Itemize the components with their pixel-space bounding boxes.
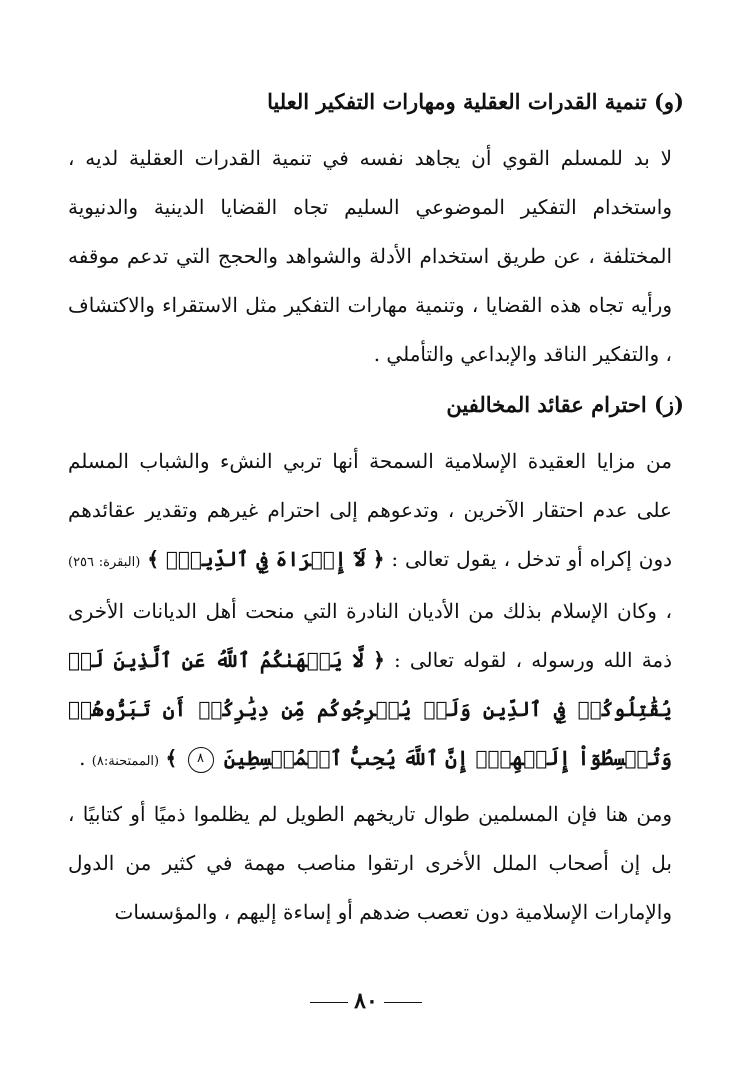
quran-bracket-open-2: ﴿ (373, 648, 385, 672)
page-content (68, 80, 684, 1000)
quran-bracket-close-2: ﴾ (165, 746, 178, 770)
page-number: ٨٠ (354, 988, 378, 1014)
page-footer (0, 988, 732, 1014)
section-heading-z: (ز) احترام عقائد المخالفين (446, 392, 684, 417)
ayah-number-marker: ٨ (188, 747, 214, 773)
sentence-period: . (79, 746, 86, 770)
quran-verse-mumtahanah: لَّا يَنۡهَىٰكُمُ ٱللَّهُ عَنِ ٱلَّذِينَ لَمۡ يُقَٰتِلُوكُمۡ فِي ٱلدِّينِ وَلَمۡ يُخۡرِجُوكُم مِّن دِيَٰرِكُمۡ أَن تَبَرُّوهُمۡ وَتُقۡسِطُوٓاْ إِلَيۡهِمۡۚ إِنَّ ٱللَّهَ يُحِبُّ ٱلۡمُقۡسِطِينَ (68, 648, 672, 770)
paragraph-thinking-skills: لا بد للمسلم القوي أن يجاهد نفسه في تنمية القدرات العقلية لديه ، واستخدام التفكير الموضوعي السليم تجاه القضايا الدينية والدنيوية المختلفة ، عن طريق استخدام الأدلة والشواهد والحجج التي تدعم موقفه ورأيه تجاه هذه القضايا ، وتنمية مهارات التفكير مثل الاستقراء والاكتشاف ، والتفكير الناقد والإبداعي والتأملي . (68, 146, 672, 366)
footer-rule-left (310, 1002, 348, 1003)
quran-bracket-close: ﴾ (147, 547, 159, 571)
paragraph-text-2: ، وكان الإسلام بذلك من الأديان النادرة التي منحت أهل الديانات الأخرى ذمة الله ورسوله ، لقوله تعالى : (68, 599, 673, 672)
section-heading-f: (و) تنمية القدرات العقلية ومهارات التفكير العليا (267, 89, 684, 114)
footer-rule-right (384, 1002, 422, 1003)
quran-bracket-open: ﴿ (372, 547, 385, 571)
verse-reference-baqarah: (البقرة: ٢٥٦) (68, 555, 141, 570)
quran-verse-baqarah: لَآ إِكۡرَاهَ فِي ٱلدِّينِۖ (165, 547, 366, 571)
paragraph-respect-beliefs (68, 437, 672, 786)
paragraph-history: ومن هنا فإن المسلمين طوال تاريخهم الطويل لم يظلموا ذميًا أو كتابيًا ، بل إن أصحاب الملل الأخرى ارتقوا مناصب مهمة في كثير من الدول والإمارات الإسلامية دون تعصب ضدهم أو إساءة إليهم ، والمؤسسات (68, 802, 672, 924)
verse-reference-mumtahanah: (الممتحنة:٨) (91, 754, 160, 769)
paragraph-text-1: من مزايا العقيدة الإسلامية السمحة أنها تربي النشء والشباب المسلم على عدم احتقار الآخرين ، وتدعوهم إلى احترام غيرهم وتقدير عقائدهم دون إكراه أو تدخل ، يقول تعالى : (68, 449, 673, 571)
